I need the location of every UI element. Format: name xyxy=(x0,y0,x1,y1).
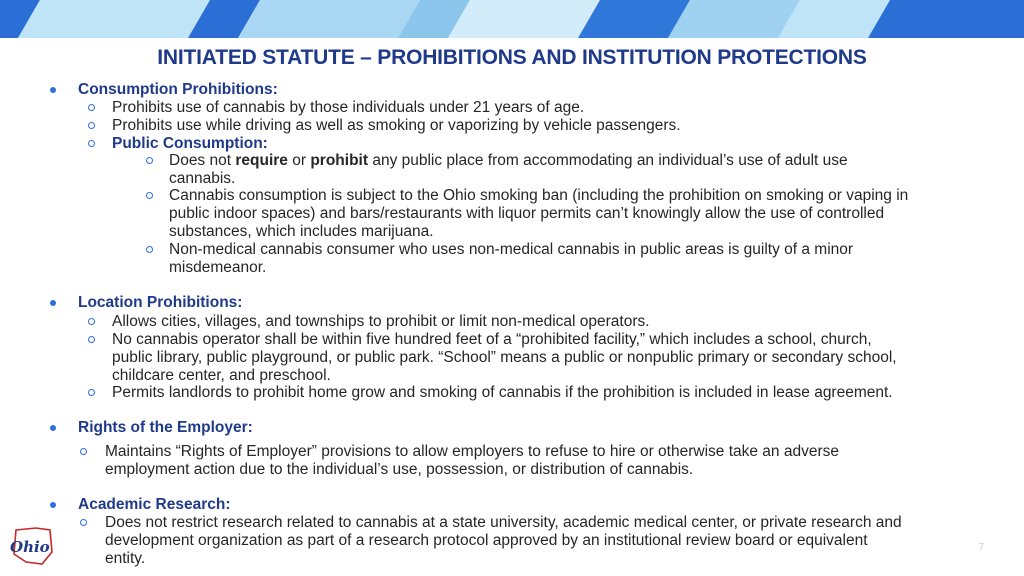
section-heading-research: Academic Research: xyxy=(78,496,231,513)
slide-title: INITIATED STATUTE – PROHIBITIONS AND INSTITUTION PROTECTIONS xyxy=(157,46,867,69)
text: Does not xyxy=(169,152,236,169)
section-heading-employer: Rights of the Employer: xyxy=(78,419,253,436)
section-heading-location: Location Prohibitions: xyxy=(78,294,243,311)
sub-bullet-icon xyxy=(80,519,87,526)
sub-bullet-icon xyxy=(88,140,95,147)
public-consumption-item-2: Cannabis consumption is subject to the Ohio smoking ban (including the prohibition on smoking or vaping in xyxy=(169,187,909,204)
research-item-1-cont: development organization as part of a research protocol approved by an institutional review board or equivalent xyxy=(105,532,868,549)
public-consumption-item-2-cont: public indoor spaces) and bars/restaurants with liquor permits can’t knowingly allow the use of controlled xyxy=(169,205,885,222)
sub-bullet-icon xyxy=(88,318,95,325)
public-consumption-item-1-cont: cannabis. xyxy=(169,170,236,187)
bullet-icon xyxy=(50,502,56,508)
sub-sub-bullet-icon xyxy=(146,246,153,253)
public-consumption-heading: Public Consumption: xyxy=(112,135,268,152)
emphasis-prohibit: prohibit xyxy=(310,152,369,169)
sub-bullet-icon xyxy=(88,122,95,129)
bullet-icon xyxy=(50,87,56,93)
research-item-1: Does not restrict research related to cannabis at a state university, academic medical center, or private research and xyxy=(105,514,902,531)
location-item-2-cont: childcare center, and preschool. xyxy=(112,367,331,384)
emphasis-require: require xyxy=(235,152,288,169)
sub-sub-bullet-icon xyxy=(146,157,153,164)
bullet-icon xyxy=(50,300,56,306)
sub-bullet-icon xyxy=(88,104,95,111)
location-item-3: Permits landlords to prohibit home grow and smoking of cannabis if the prohibition is included in lease agreement. xyxy=(112,384,893,401)
location-item-2: No cannabis operator shall be within five hundred feet of a “prohibited facility,” which includes a school, church, xyxy=(112,331,872,348)
sub-bullet-icon xyxy=(88,336,95,343)
bullet-icon xyxy=(50,425,56,431)
section-heading-consumption: Consumption Prohibitions: xyxy=(78,81,278,98)
public-consumption-item-3-cont: misdemeanor. xyxy=(169,259,267,276)
public-consumption-item-2-cont: substances, which includes marijuana. xyxy=(169,223,434,240)
text: any public place from accommodating an individual’s use of adult use xyxy=(368,152,848,169)
sub-bullet-icon xyxy=(88,389,95,396)
ohio-logo-icon xyxy=(6,524,60,568)
consumption-item-1: Prohibits use of cannabis by those individuals under 21 years of age. xyxy=(112,99,585,116)
employer-item-1: Maintains “Rights of Employer” provisions to allow employers to refuse to hire or otherwise take an adverse xyxy=(105,443,839,460)
public-consumption-item-1 xyxy=(169,152,848,170)
research-item-1-cont: entity. xyxy=(105,550,146,567)
page-number: 7 xyxy=(978,542,984,553)
public-consumption-item-3: Non-medical cannabis consumer who uses non-medical cannabis in public areas is guilty of a minor xyxy=(169,241,854,258)
text: or xyxy=(287,152,311,169)
logo-text: Ohio xyxy=(10,538,50,556)
sub-sub-bullet-icon xyxy=(146,192,153,199)
employer-item-1-cont: employment action due to the individual’s use, possession, or distribution of cannabis. xyxy=(105,461,694,478)
location-item-1: Allows cities, villages, and townships to prohibit or limit non-medical operators. xyxy=(112,313,650,330)
location-item-2-cont: public library, public playground, or public park. “School” means a public or nonpublic primary or secondary school, xyxy=(112,349,897,366)
sub-bullet-icon xyxy=(80,448,87,455)
consumption-item-2: Prohibits use while driving as well as smoking or vaporizing by vehicle passengers. xyxy=(112,117,681,134)
